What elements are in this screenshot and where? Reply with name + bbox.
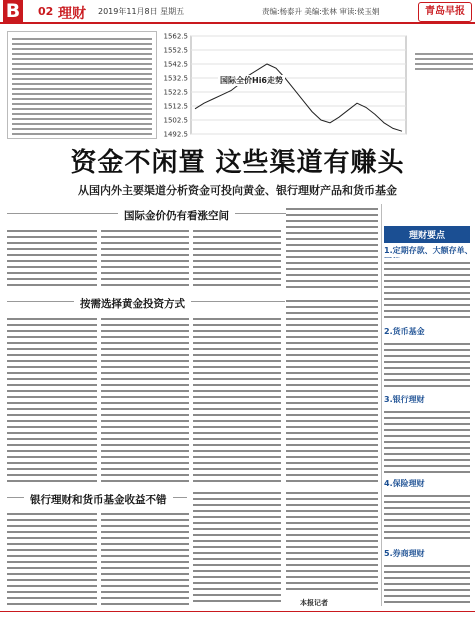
article-column: [193, 226, 281, 290]
credit-lines: [415, 50, 473, 70]
column-name: 理财: [58, 6, 86, 22]
article-column: [101, 509, 189, 606]
article-column: [286, 204, 378, 290]
sidebar-text: [384, 258, 470, 320]
article-column: [7, 314, 97, 482]
y-tick-label: 1562.5: [163, 32, 188, 41]
sidebar-text: [384, 561, 470, 605]
y-tick-label: 1522.5: [163, 88, 188, 97]
footer-rule: [0, 611, 475, 612]
section-letter: B: [3, 0, 23, 22]
article-column: [7, 509, 97, 606]
issue-date: 2019年11月8日 星期五: [98, 7, 185, 16]
sidebar-item-3: 3.银行理财: [384, 395, 425, 404]
chart-title: 国际全价Hi6走势: [220, 76, 284, 85]
article-column: [193, 488, 281, 606]
byline: 本报记者: [300, 599, 328, 607]
y-tick-label: 1502.5: [163, 116, 188, 125]
y-tick-label: 1532.5: [163, 74, 188, 83]
sidebar-divider: [381, 204, 382, 606]
article-column: [101, 314, 189, 482]
y-tick-label: 1552.5: [163, 46, 188, 55]
staff-credits: 责编:杨泰升 美编:张林 审读:侯玉娟: [262, 7, 380, 16]
y-tick-label: 1542.5: [163, 60, 188, 69]
y-tick-label: 1492.5: [163, 130, 188, 139]
section-title-1: 国际金价仍有看涨空间: [118, 208, 235, 223]
sidebar-item-5: 5.券商理财: [384, 549, 425, 558]
main-headline: 资金不闲置 这些渠道有赚头: [70, 148, 405, 178]
article-column: [7, 226, 97, 290]
header-rule: [0, 22, 475, 24]
gold-price-chart: [161, 30, 411, 140]
sidebar-item-2: 2.货币基金: [384, 327, 425, 336]
sidebar-text: [384, 339, 470, 387]
lead-text-lines: [12, 35, 152, 135]
sidebar-text: [384, 491, 470, 541]
chart-credit: [415, 50, 473, 70]
sidebar-item-1: 1.定期存款、大额存单、: [384, 246, 473, 255]
article-column: [101, 226, 189, 290]
newspaper-logo: 青岛早报: [418, 2, 472, 22]
article-column: [286, 488, 378, 592]
sidebar-item-4: 4.保险理财: [384, 479, 425, 488]
article-column: [286, 296, 378, 482]
y-tick-label: 1512.5: [163, 102, 188, 111]
section-title-2: 按需选择黄金投资方式: [74, 296, 191, 311]
sidebar-title: 理财要点: [384, 226, 470, 243]
sub-headline: 从国内外主要渠道分析资金可投向黄金、银行理财产品和货币基金: [78, 184, 397, 197]
section-title-3: 银行理财和货币基金收益不错: [24, 492, 173, 507]
page-number: 02: [38, 5, 54, 18]
article-column: [193, 314, 281, 482]
lead-summary-box: [7, 31, 157, 139]
sidebar-text: [384, 407, 470, 473]
